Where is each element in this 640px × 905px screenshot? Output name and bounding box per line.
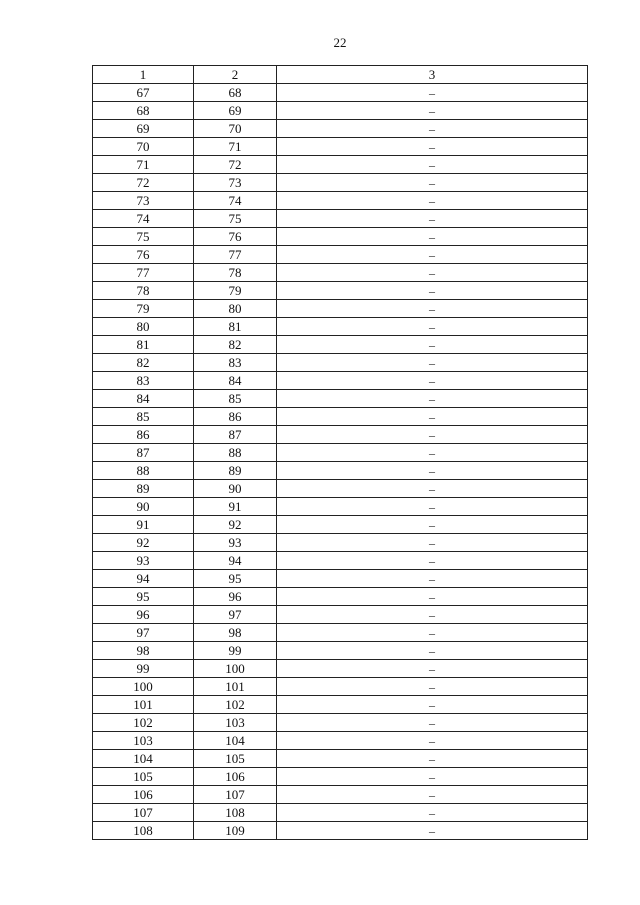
table-header <box>93 66 588 84</box>
table-cell-col-1: 68 <box>93 102 194 120</box>
table-cell-col-2: 75 <box>194 210 277 228</box>
table-cell-col-3: – <box>277 624 588 642</box>
table-cell-col-2: 97 <box>194 606 277 624</box>
table-cell-col-2: 93 <box>194 534 277 552</box>
table-cell-col-1: 70 <box>93 138 194 156</box>
table-cell-col-3: – <box>277 552 588 570</box>
table-cell-col-1: 103 <box>93 732 194 750</box>
table-body <box>93 84 588 840</box>
table-cell-col-1: 99 <box>93 660 194 678</box>
table-cell-col-1: 74 <box>93 210 194 228</box>
table-cell-col-2: 100 <box>194 660 277 678</box>
table-row <box>93 336 588 354</box>
table-cell-col-2: 104 <box>194 732 277 750</box>
table-cell-col-1: 72 <box>93 174 194 192</box>
table-cell-col-3: – <box>277 174 588 192</box>
table-cell-col-3: – <box>277 408 588 426</box>
table-cell-col-2: 102 <box>194 696 277 714</box>
table-cell-col-3: – <box>277 678 588 696</box>
table-row <box>93 318 588 336</box>
table-cell-col-3: – <box>277 444 588 462</box>
table-cell-col-3: – <box>277 426 588 444</box>
table-row <box>93 678 588 696</box>
table-row <box>93 120 588 138</box>
table-cell-col-1: 78 <box>93 282 194 300</box>
table-cell-col-2: 95 <box>194 570 277 588</box>
table-cell-col-1: 69 <box>93 120 194 138</box>
column-header-1: 1 <box>93 66 194 84</box>
table-cell-col-3: – <box>277 534 588 552</box>
table-cell-col-3: – <box>277 498 588 516</box>
table-cell-col-1: 76 <box>93 246 194 264</box>
table-cell-col-2: 71 <box>194 138 277 156</box>
table-cell-col-3: – <box>277 750 588 768</box>
table-cell-col-3: – <box>277 768 588 786</box>
table-cell-col-1: 101 <box>93 696 194 714</box>
table-row <box>93 534 588 552</box>
table-cell-col-2: 79 <box>194 282 277 300</box>
table-cell-col-2: 84 <box>194 372 277 390</box>
table-cell-col-3: – <box>277 336 588 354</box>
table-row <box>93 480 588 498</box>
table-cell-col-2: 76 <box>194 228 277 246</box>
table-row <box>93 732 588 750</box>
table-header-row <box>93 66 588 84</box>
table-row <box>93 354 588 372</box>
table-cell-col-1: 82 <box>93 354 194 372</box>
table-cell-col-3: – <box>277 660 588 678</box>
table-cell-col-3: – <box>277 570 588 588</box>
table-row <box>93 822 588 840</box>
table-cell-col-1: 93 <box>93 552 194 570</box>
table-row <box>93 246 588 264</box>
table-row <box>93 210 588 228</box>
table-row <box>93 804 588 822</box>
table-cell-col-3: – <box>277 84 588 102</box>
table-row <box>93 372 588 390</box>
table-cell-col-2: 109 <box>194 822 277 840</box>
table-cell-col-2: 80 <box>194 300 277 318</box>
table-cell-col-2: 74 <box>194 192 277 210</box>
table-cell-col-2: 91 <box>194 498 277 516</box>
table-row <box>93 102 588 120</box>
table-row <box>93 444 588 462</box>
table-cell-col-1: 85 <box>93 408 194 426</box>
column-header-2: 2 <box>194 66 277 84</box>
table-row <box>93 624 588 642</box>
table-row <box>93 750 588 768</box>
table-cell-col-3: – <box>277 102 588 120</box>
table-cell-col-2: 77 <box>194 246 277 264</box>
table-cell-col-2: 101 <box>194 678 277 696</box>
table-cell-col-2: 106 <box>194 768 277 786</box>
table-cell-col-2: 98 <box>194 624 277 642</box>
table-row <box>93 516 588 534</box>
table-row <box>93 156 588 174</box>
table-cell-col-3: – <box>277 516 588 534</box>
table-cell-col-2: 103 <box>194 714 277 732</box>
table-cell-col-1: 75 <box>93 228 194 246</box>
table-cell-col-2: 88 <box>194 444 277 462</box>
table-cell-col-3: – <box>277 156 588 174</box>
table-cell-col-2: 68 <box>194 84 277 102</box>
table-cell-col-1: 86 <box>93 426 194 444</box>
table-cell-col-1: 96 <box>93 606 194 624</box>
table-cell-col-3: – <box>277 120 588 138</box>
table-row <box>93 138 588 156</box>
data-table <box>92 65 588 840</box>
table-cell-col-1: 94 <box>93 570 194 588</box>
table-row <box>93 714 588 732</box>
table-cell-col-1: 90 <box>93 498 194 516</box>
table-cell-col-3: – <box>277 372 588 390</box>
table-row <box>93 192 588 210</box>
table-cell-col-2: 81 <box>194 318 277 336</box>
table-cell-col-3: – <box>277 480 588 498</box>
table-cell-col-1: 91 <box>93 516 194 534</box>
table-cell-col-1: 81 <box>93 336 194 354</box>
table-cell-col-2: 78 <box>194 264 277 282</box>
table-cell-col-3: – <box>277 138 588 156</box>
table-cell-col-2: 70 <box>194 120 277 138</box>
table-cell-col-1: 98 <box>93 642 194 660</box>
table-cell-col-3: – <box>277 228 588 246</box>
table-cell-col-1: 108 <box>93 822 194 840</box>
table-cell-col-3: – <box>277 696 588 714</box>
table-cell-col-1: 97 <box>93 624 194 642</box>
table-cell-col-2: 72 <box>194 156 277 174</box>
table-cell-col-2: 87 <box>194 426 277 444</box>
table-cell-col-3: – <box>277 354 588 372</box>
table-cell-col-2: 73 <box>194 174 277 192</box>
table-cell-col-2: 83 <box>194 354 277 372</box>
table-cell-col-1: 77 <box>93 264 194 282</box>
table-row <box>93 606 588 624</box>
table-cell-col-1: 73 <box>93 192 194 210</box>
table-row <box>93 570 588 588</box>
table-cell-col-1: 84 <box>93 390 194 408</box>
table-cell-col-1: 107 <box>93 804 194 822</box>
table-cell-col-3: – <box>277 786 588 804</box>
table-row <box>93 552 588 570</box>
table-cell-col-2: 85 <box>194 390 277 408</box>
table-cell-col-1: 80 <box>93 318 194 336</box>
table-row <box>93 390 588 408</box>
table-cell-col-1: 92 <box>93 534 194 552</box>
table-cell-col-2: 96 <box>194 588 277 606</box>
table-row <box>93 660 588 678</box>
table-cell-col-3: – <box>277 300 588 318</box>
table-cell-col-3: – <box>277 588 588 606</box>
table-cell-col-3: – <box>277 462 588 480</box>
table-cell-col-2: 107 <box>194 786 277 804</box>
table-row <box>93 174 588 192</box>
table-cell-col-2: 86 <box>194 408 277 426</box>
table-cell-col-1: 79 <box>93 300 194 318</box>
table-cell-col-2: 82 <box>194 336 277 354</box>
table-cell-col-3: – <box>277 246 588 264</box>
table-cell-col-1: 95 <box>93 588 194 606</box>
table-cell-col-3: – <box>277 606 588 624</box>
table-cell-col-2: 105 <box>194 750 277 768</box>
table-cell-col-1: 104 <box>93 750 194 768</box>
table-cell-col-1: 102 <box>93 714 194 732</box>
table-cell-col-3: – <box>277 264 588 282</box>
table-cell-col-3: – <box>277 192 588 210</box>
table-cell-col-3: – <box>277 642 588 660</box>
table-cell-col-2: 99 <box>194 642 277 660</box>
table-cell-col-1: 67 <box>93 84 194 102</box>
table-row <box>93 588 588 606</box>
table-cell-col-3: – <box>277 714 588 732</box>
table-row <box>93 498 588 516</box>
table-cell-col-3: – <box>277 318 588 336</box>
table-cell-col-1: 105 <box>93 768 194 786</box>
page-number: 22 <box>333 35 347 50</box>
table-cell-col-2: 90 <box>194 480 277 498</box>
table-cell-col-1: 83 <box>93 372 194 390</box>
table-row <box>93 282 588 300</box>
table-cell-col-2: 92 <box>194 516 277 534</box>
table-cell-col-1: 100 <box>93 678 194 696</box>
table-row <box>93 84 588 102</box>
column-header-3: 3 <box>277 66 588 84</box>
table-cell-col-3: – <box>277 390 588 408</box>
table-cell-col-2: 94 <box>194 552 277 570</box>
table-row <box>93 408 588 426</box>
table-cell-col-1: 87 <box>93 444 194 462</box>
table-row <box>93 786 588 804</box>
table-cell-col-3: – <box>277 804 588 822</box>
table-cell-col-1: 89 <box>93 480 194 498</box>
table-cell-col-3: – <box>277 732 588 750</box>
table-row <box>93 264 588 282</box>
table-row <box>93 696 588 714</box>
table-cell-col-2: 108 <box>194 804 277 822</box>
table-cell-col-1: 88 <box>93 462 194 480</box>
table-cell-col-3: – <box>277 822 588 840</box>
table-cell-col-1: 71 <box>93 156 194 174</box>
table-cell-col-2: 89 <box>194 462 277 480</box>
table-row <box>93 462 588 480</box>
table-row <box>93 426 588 444</box>
table-row <box>93 300 588 318</box>
table-row <box>93 768 588 786</box>
table-row <box>93 642 588 660</box>
table-row <box>93 228 588 246</box>
table-cell-col-2: 69 <box>194 102 277 120</box>
table-cell-col-1: 106 <box>93 786 194 804</box>
table-cell-col-3: – <box>277 282 588 300</box>
table-cell-col-3: – <box>277 210 588 228</box>
